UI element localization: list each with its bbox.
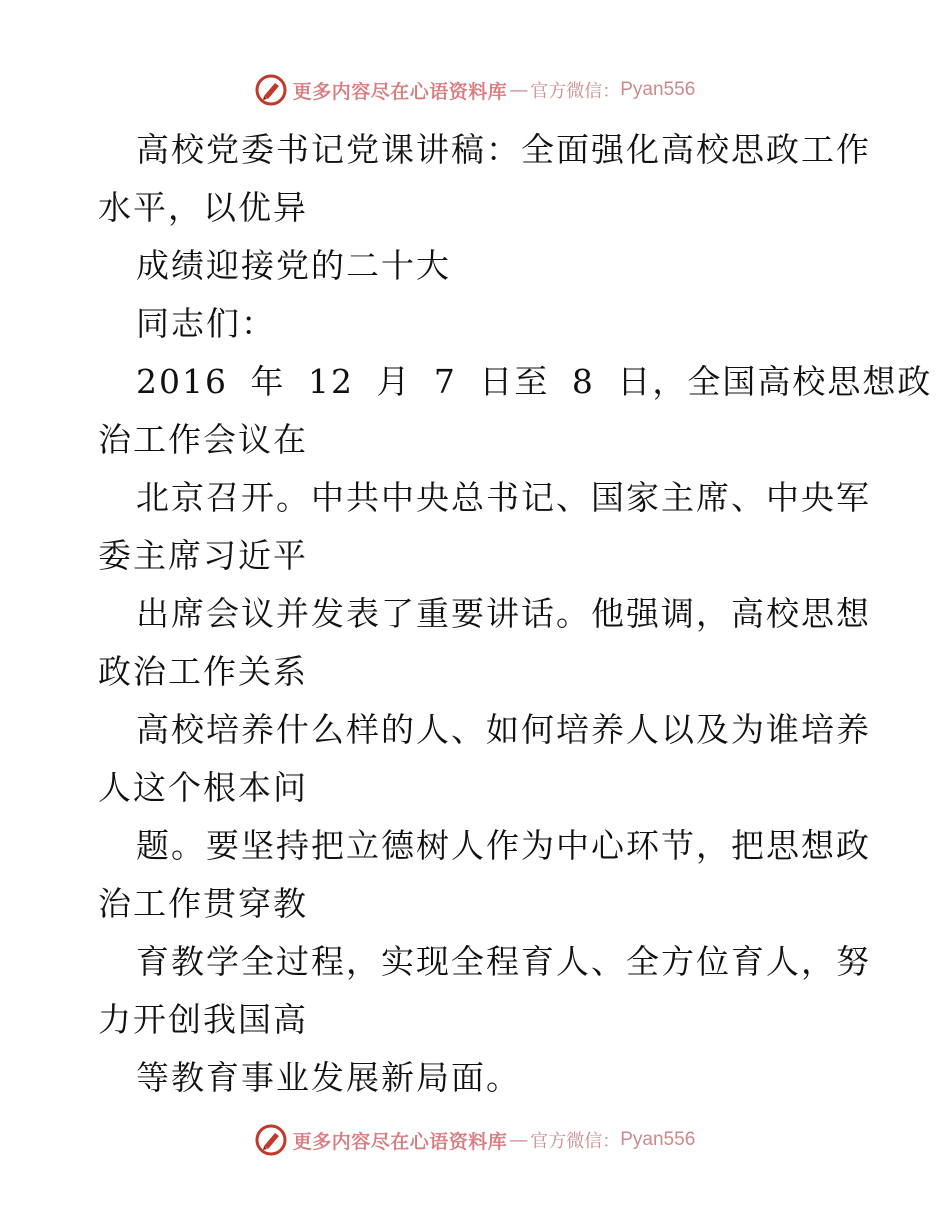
banner-separator: — [509, 1129, 529, 1151]
footer-banner [0, 1118, 950, 1162]
banner-wechat-label: 官方微信： [530, 81, 621, 102]
pen-logo-icon [255, 74, 287, 106]
doc-paragraph-line: 高校培养什么样的人、如何培养人以及为谁培养 [136, 710, 871, 749]
doc-paragraph-line: 出席会议并发表了重要讲话。他强调，高校思想 [136, 594, 871, 633]
doc-paragraph-line: 治工作贯穿教 [98, 884, 308, 923]
banner-wechat-id: Pyan556 [620, 1129, 696, 1150]
document-body [98, 121, 933, 1107]
doc-title-line-3: 成绩迎接党的二十大 [136, 246, 451, 285]
pen-logo-icon [255, 1124, 287, 1156]
doc-salutation: 同志们： [136, 304, 276, 343]
banner-brand-text: 更多内容尽在心语资料库 [292, 1130, 508, 1153]
doc-paragraph-line: 北京召开。中共中央总书记、国家主席、中央军 [136, 478, 871, 517]
doc-paragraph-line: 治工作会议在 [98, 420, 308, 459]
header-banner [0, 68, 950, 112]
banner-brand-text: 更多内容尽在心语资料库 [292, 80, 508, 103]
doc-paragraph-line: 委主席习近平 [98, 536, 308, 575]
doc-title-line-2: 水平，以优异 [98, 188, 308, 227]
doc-paragraph-line: 育教学全过程，实现全程育人、全方位育人，努 [136, 942, 871, 981]
doc-paragraph-line: 等教育事业发展新局面。 [136, 1058, 521, 1097]
doc-title-line-1: 高校党委书记党课讲稿：全面强化高校思政工作 [136, 130, 871, 169]
doc-paragraph-line: 2016 年 12 月 7 日至 8 日，全国高校思想政 [136, 362, 933, 401]
banner-separator: — [509, 79, 529, 101]
doc-paragraph-line: 题。要坚持把立德树人作为中心环节，把思想政 [136, 826, 871, 865]
doc-paragraph-line: 政治工作关系 [98, 652, 308, 691]
doc-paragraph-line: 力开创我国高 [98, 1000, 308, 1039]
doc-paragraph-line: 人这个根本问 [98, 768, 308, 807]
banner-wechat-label: 官方微信： [530, 1131, 621, 1152]
banner-wechat-id: Pyan556 [620, 79, 696, 100]
